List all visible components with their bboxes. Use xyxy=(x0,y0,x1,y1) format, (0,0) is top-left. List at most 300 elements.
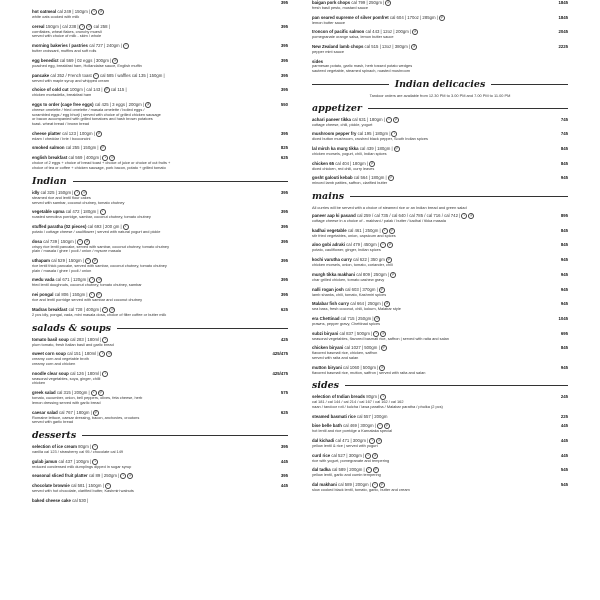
diet-icon: gf xyxy=(382,331,385,335)
menu-item-price: 945 xyxy=(560,271,568,277)
menu-item-name: dosa xyxy=(32,238,43,244)
diet-icon: v xyxy=(380,394,386,400)
menu-item-description: Romaine lettuce, caesar dressing, bacon, anchovies, croutons xyxy=(32,414,140,420)
menu-item-description: cornflakes, wheat flakes, crunchy muesli xyxy=(32,28,102,34)
menu-item-price: 225 xyxy=(560,413,568,419)
menu-item-price: 395 xyxy=(280,189,288,195)
menu-item xyxy=(32,390,288,405)
diet-tags xyxy=(412,29,418,35)
menu-item-text xyxy=(312,59,562,74)
menu-item-price: 395 xyxy=(280,209,288,215)
menu-item-meta: cal 471 | 300gm | xyxy=(335,438,369,444)
menu-item-description: fresh basil pesto, mustard sauce xyxy=(312,5,369,10)
menu-item xyxy=(312,213,568,224)
menu-item xyxy=(32,351,288,366)
menu-item-meta: cal 604 | 170oz | 285gm | xyxy=(389,14,438,20)
menu-item-text xyxy=(312,213,555,224)
menu-item-description: minced lamb patties, saffron, clarified butter xyxy=(312,180,388,186)
menu-item-text xyxy=(312,29,552,40)
menu-item-meta: cal 799 | 250gm | xyxy=(351,0,385,6)
menu-item-meta: cal 1027 | 500gm | xyxy=(344,345,380,351)
diet-icon: v xyxy=(100,209,106,215)
menu-item-meta: cal 715 | 250gm | xyxy=(340,316,374,322)
diet-icon: gf xyxy=(111,156,114,160)
menu-item-price: 395 xyxy=(280,473,288,479)
menu-item-text xyxy=(32,292,275,303)
menu-item xyxy=(312,423,568,434)
menu-item-price: 945 xyxy=(560,257,568,263)
diet-tags xyxy=(123,43,129,49)
menu-item-meta: cal 589 | 200gm | xyxy=(338,482,371,488)
diet-tags xyxy=(104,87,110,93)
menu-item-text xyxy=(32,145,275,151)
diet-icon: gf xyxy=(100,10,103,13)
menu-item-meta: cal 693 | 200 gm | xyxy=(87,224,122,230)
menu-item xyxy=(32,58,288,69)
menu-item-name: nalli rogan josh xyxy=(312,286,344,292)
menu-item xyxy=(32,410,288,425)
menu-item-meta: cal 569 | 400gm | xyxy=(68,155,102,161)
diet-icon: gf xyxy=(440,15,443,19)
menu-item-name: hot oatmeal xyxy=(32,9,57,15)
menu-item-price: 425/475 xyxy=(272,351,288,357)
diet-icon: gf xyxy=(376,316,379,320)
diet-icon: gf xyxy=(97,293,100,297)
menu-item-meta: cal 557 | 200gm xyxy=(356,413,388,419)
menu-item-description: cal 181 / cal 144 / cal 214 / cal 167 / cal 162 / cal 162 xyxy=(312,399,404,405)
menu-item-price: 625 xyxy=(280,155,288,161)
menu-item-name: pancake xyxy=(32,72,50,78)
menu-item-description: fried lentil doughnuts, coconut chutney, tomato chutney, sambar xyxy=(32,282,142,288)
menu-item-price: 845 xyxy=(560,242,568,248)
diet-icon: v xyxy=(102,371,108,377)
menu-item-description: plain / masala / ghee / podi / onion xyxy=(32,267,92,273)
menu-item xyxy=(32,190,288,205)
menu-item-description: yellow lentil & rice | served with yogurt xyxy=(312,442,378,448)
menu-item-heading xyxy=(32,498,282,503)
menu-item xyxy=(32,444,288,455)
menu-item-meta: cal 404 | 180gm | xyxy=(335,160,368,166)
menu-item-name: uthapam xyxy=(32,258,50,264)
menu-item-text xyxy=(32,277,275,288)
menu-item-name: chocolate brownie xyxy=(32,483,70,489)
menu-item-price: 550 xyxy=(280,101,288,107)
section-title: salads & soups xyxy=(32,323,288,334)
menu-item-meta: cal 569 | 02 eggs | 300gm | xyxy=(59,57,112,63)
menu-item-name: greek salad xyxy=(32,390,56,396)
menu-item-name: selection of Indian breads xyxy=(312,394,366,400)
diet-icon: v xyxy=(92,459,98,465)
menu-item-text xyxy=(32,131,275,142)
menu-item-text xyxy=(312,365,555,376)
diet-icon: v xyxy=(382,228,388,234)
diet-icon: gf xyxy=(101,146,104,150)
diet-icon: gf xyxy=(97,131,100,135)
diet-icon: gf xyxy=(381,365,384,369)
menu-item-price: 395 xyxy=(280,130,288,136)
menu-item xyxy=(312,301,568,312)
menu-item-price: 445 xyxy=(560,423,568,429)
diet-tags xyxy=(99,351,112,357)
menu-item-description: scrambled eggs / egg bhurji | served with choice of grilled chicken sausage xyxy=(32,111,161,117)
menu-item-text xyxy=(32,483,275,494)
menu-item-name: pan seared supreme of silver pomfret xyxy=(312,14,389,20)
tandoor-note: Tandoor orders are available from 12.30 PM to 3.00 PM and 7.00 PM to 11.00 PM xyxy=(369,92,511,98)
diet-icon: gf xyxy=(389,176,392,180)
menu-item-description: naan / tandoor roti / kulcha / lawa paratha / Malabar paratha / phulka (2 pcs) xyxy=(312,404,443,410)
menu-item xyxy=(312,0,568,11)
menu-item-name: kadhai vegetable xyxy=(312,227,347,233)
menu-item-price: 845 xyxy=(560,345,568,351)
menu-item-name: mutton biryani xyxy=(312,364,342,370)
menu-item-name: achari paneer tikka xyxy=(312,116,351,122)
menu-item-meta: cal 589 | 200gm | xyxy=(331,467,365,473)
menu-item-name: dal kichadi xyxy=(312,438,335,444)
menu-item-description: flavored basmati rice, chicken, saffron xyxy=(312,350,378,356)
menu-item-meta: cal 89 | 250gm | xyxy=(88,473,120,479)
diet-icon: gf xyxy=(470,214,473,218)
menu-item-description: yellow lentil, garlic and cumin tempering xyxy=(312,472,381,478)
diet-tags xyxy=(386,117,399,123)
diet-icon: v xyxy=(105,483,111,489)
menu-item-name: stuffed paratha (02 pieces) xyxy=(32,224,87,230)
menu-item-description: served with garlic bread xyxy=(32,419,74,425)
menu-item-meta: cal 739 | 150gm | xyxy=(43,238,77,244)
menu-item-text xyxy=(32,155,275,170)
diet-icon: v xyxy=(386,117,392,123)
menu-item xyxy=(32,307,288,318)
section-desserts xyxy=(32,430,288,503)
menu-item-meta: cal 325 | 150gm | xyxy=(40,189,74,195)
diet-icon: v xyxy=(102,307,108,313)
menu-item xyxy=(312,59,568,74)
menu-item-text xyxy=(312,131,555,142)
diet-icon: gf xyxy=(108,352,111,356)
menu-item-heading xyxy=(32,473,275,479)
mains-note: All curries will be served with a choice of steamed rice or an Indian bread and green salad xyxy=(312,205,467,211)
menu-item-price: 395 xyxy=(280,223,288,229)
menu-item-price: 395 xyxy=(280,292,288,298)
menu-item-description: pomegranate orange salsa, lemon butter sauce xyxy=(312,34,394,40)
menu-item-price: 395 xyxy=(280,57,288,63)
menu-item-name: murgh tikka makhani xyxy=(312,271,355,277)
menu-item xyxy=(32,459,288,470)
menu-item-price: 445 xyxy=(560,437,568,443)
menu-item-heading xyxy=(312,414,555,419)
diet-icon: gf xyxy=(387,258,390,262)
menu-item xyxy=(312,414,568,419)
menu-item xyxy=(312,175,568,186)
menu-item-description: diced button mushroom, crushed black pepper, South Indian spices xyxy=(312,136,428,142)
menu-item-meta: cal 806 | 150gm | xyxy=(54,292,88,298)
menu-item-price: 575 xyxy=(280,390,288,396)
diet-icon: gf xyxy=(85,239,89,243)
menu-item-meta: cal 515 | 13oz | 380gm | xyxy=(364,44,411,50)
menu-item-description: served with sambar, coconut chutney, tomato chutney xyxy=(32,199,125,205)
left-column xyxy=(32,0,288,507)
menu-item-meta: cal 439 | 180gm | xyxy=(359,146,393,152)
menu-item-price: 945 xyxy=(560,286,568,292)
diet-icon: v xyxy=(102,155,108,161)
menu-item-name: New Zealand lamb chops xyxy=(312,44,364,50)
menu-item xyxy=(32,473,288,479)
menu-item-meta: cal 767 | 180gm | xyxy=(59,409,92,415)
menu-item-meta: cal 1060 | 500gm | xyxy=(343,364,379,370)
menu-item-text xyxy=(32,190,275,205)
menu-item-price: 695 xyxy=(560,330,568,336)
menu-item xyxy=(32,73,288,84)
menu-item-name: Madras breakfast xyxy=(32,307,68,313)
menu-item-description: white oats cooked with milk xyxy=(32,14,80,19)
menu-item xyxy=(32,337,288,348)
menu-item-meta: cal 622 | 350 gm xyxy=(353,257,385,263)
menu-item-price: 845 xyxy=(560,160,568,166)
diet-icon: gf xyxy=(374,468,377,472)
menu-item xyxy=(312,287,568,298)
diet-tags xyxy=(394,146,400,152)
menu-item xyxy=(312,453,568,464)
menu-item-name: seasonal sliced fruit platter xyxy=(32,473,88,479)
menu-item-description: butter croissant, muffins and soft rolls xyxy=(32,48,97,54)
menu-item xyxy=(312,44,568,55)
menu-item-text xyxy=(312,242,555,253)
menu-item-text xyxy=(312,331,555,342)
menu-item xyxy=(32,277,288,288)
menu-item-name: steamed basmati rice xyxy=(312,413,356,419)
menu-item-text xyxy=(312,117,555,128)
menu-item-price: 625 xyxy=(280,409,288,415)
menu-item-price: 745 xyxy=(560,116,568,122)
diet-icon: gf xyxy=(374,453,377,457)
menu-item-price: 425 xyxy=(280,336,288,342)
menu-item-name: vegetable upma xyxy=(32,209,65,215)
diet-icon: gf xyxy=(385,424,388,428)
menu-item-name: idly xyxy=(32,189,40,195)
menu-item-price: 545 xyxy=(560,481,568,487)
menu-item-description: rice and lentil porridge served with sambar and coconut chutney xyxy=(32,297,143,303)
diet-icon: v xyxy=(391,131,397,137)
menu-item xyxy=(312,117,568,128)
menu-item-meta: cal 472 | 180gm | xyxy=(65,209,99,215)
menu-item-description: plum tomato, fresh Italian basil and garlic bread xyxy=(32,341,114,347)
menu-item-name: gulab jamun xyxy=(32,458,58,464)
section-title: mains xyxy=(312,191,568,202)
section-indian xyxy=(32,176,288,318)
menu-item-description: crispy rice lentil pancake, served with sambar, coconut chutney, tomato chutney xyxy=(32,243,170,249)
diet-tags xyxy=(381,345,387,351)
menu-item xyxy=(312,242,568,253)
menu-item-description: prawns, pepper gravy, Chettinad spices xyxy=(312,320,381,326)
menu-item-description: creamy corn and vegetable broth xyxy=(32,356,89,362)
menu-item-description: chicken morsels, onion, tomato, coriander, chili xyxy=(312,262,393,268)
diet-icon: gf xyxy=(390,228,393,232)
diet-icon: gf xyxy=(98,278,101,282)
menu-item-price: 1045 xyxy=(558,315,568,321)
menu-item-text xyxy=(32,337,275,348)
menu-item-text xyxy=(312,394,555,409)
menu-item-text xyxy=(312,272,555,283)
menu-item xyxy=(312,331,568,342)
diet-icon: v xyxy=(92,444,98,450)
section-title: desserts xyxy=(32,430,288,441)
menu-item-text xyxy=(32,498,282,503)
menu-item-name: caesar salad xyxy=(32,409,58,415)
menu-item xyxy=(312,15,568,26)
menu-item-price: 845 xyxy=(560,227,568,233)
section-title: Indian delicacies xyxy=(312,79,568,90)
menu-item-meta: cal 728 | 400gm | xyxy=(68,307,102,313)
menu-item-name: dal makhani xyxy=(312,482,337,488)
diet-tags xyxy=(411,44,417,50)
diet-icon: gf xyxy=(88,24,91,28)
diet-icon: gf xyxy=(394,117,398,121)
menu-item-meta: cal 352 / French toast xyxy=(50,72,92,78)
menu-item-name: kochi varutha curry xyxy=(312,257,352,263)
section-title: Indian xyxy=(32,176,288,187)
menu-item-description: stir fried vegetables, onion, capsicum and spices xyxy=(312,232,396,238)
menu-item-text xyxy=(32,102,275,127)
menu-item-description: chicken xyxy=(32,380,46,386)
menu-item-price: 545 xyxy=(560,467,568,473)
menu-item-meta: cal 437 | 100gm | xyxy=(58,458,92,464)
menu-item-meta: 80gm | xyxy=(78,444,92,450)
menu-item-name: baked cheese cake xyxy=(32,498,71,504)
menu-item-description: sauteed vegetable, steamed spinach, roasted mushroom xyxy=(312,67,410,73)
diet-icon: gf xyxy=(413,45,416,49)
menu-item-meta: cal 123 | 100gm | xyxy=(62,130,95,136)
menu-item-meta: cal 249 | 150gm | xyxy=(57,9,91,15)
menu-item-text xyxy=(32,224,275,235)
diet-icon: gf xyxy=(83,190,86,194)
menu-item-text xyxy=(32,239,275,254)
menu-item-price: 445 xyxy=(280,458,288,464)
menu-item-description: toast- wheat bread / brown bread xyxy=(32,121,90,127)
menu-item-name: sides xyxy=(312,58,323,64)
menu-item-meta: cal 479 | 450gm | xyxy=(346,242,379,248)
menu-item-text xyxy=(32,24,275,39)
menu-item-text xyxy=(312,257,555,268)
menu-item-price: 895 xyxy=(560,213,568,219)
menu-item-name: dal tadka xyxy=(312,467,331,473)
diet-icon: gf xyxy=(99,391,102,395)
diet-icon: v xyxy=(123,43,129,49)
menu-item-price: 845 xyxy=(560,145,568,151)
menu-item-text xyxy=(32,351,266,366)
menu-item-text xyxy=(312,316,552,327)
menu-item-meta: cal 631 | 180gm | xyxy=(352,116,385,122)
menu-item-text xyxy=(312,438,555,449)
menu-item-text xyxy=(32,209,275,220)
menu-item-description: seasonal vegetables, flavored basmati rice, saffron | served with raita and salan xyxy=(312,335,449,341)
menu-item-name: nei pongal xyxy=(32,292,54,298)
menu-item-text xyxy=(312,287,555,298)
menu-item-description: cottage cheese, chili, pickle, yogurt xyxy=(312,121,373,127)
menu-item-description: choice of 2 eggs + choice of bread toast + choice of juice or choice of cut fruits + xyxy=(32,160,171,166)
menu-item-text xyxy=(32,390,275,405)
diet-icon: gf xyxy=(385,302,389,306)
menu-item-description: served with maple syrup and whipped cream xyxy=(32,77,109,83)
menu-item-meta: cal 809 | 250gm | xyxy=(356,271,389,277)
menu-item-name: subzi biryani xyxy=(312,330,339,336)
menu-item-meta: cal 564 | 180gm | xyxy=(353,175,387,181)
menu-item-meta: cal 283 | 180ml | xyxy=(69,336,102,342)
menu-item-meta: cal 151 | 180ml | xyxy=(67,351,99,357)
menu-item-description: poached egg, breakfast ham, Hollandaise sauce, English muffin xyxy=(32,62,142,68)
menu-item-description: seasonal vegetables, soya, ginger, chilli xyxy=(32,375,101,381)
menu-item xyxy=(32,224,288,235)
menu-item xyxy=(32,131,288,142)
menu-item xyxy=(32,0,288,5)
diet-tags xyxy=(390,272,396,278)
diet-icon: v xyxy=(380,242,386,248)
menu-item-price: 395 xyxy=(280,0,288,5)
menu-item-name: bise belle bath xyxy=(312,423,342,429)
menu-item-meta: cal 443 | 12oz | 200gm | xyxy=(365,29,412,35)
menu-item-meta: cal 461 | 250gm | xyxy=(347,227,381,233)
menu-item-description: hot lentil and rice porridge a Karnataka special xyxy=(312,428,393,434)
menu-item-meta: 150gm | cal 238 | xyxy=(45,23,79,29)
menu-item-meta: cal 530 | xyxy=(72,498,89,504)
menu-item-text xyxy=(32,73,275,84)
menu-item xyxy=(32,145,288,151)
menu-item xyxy=(312,482,568,493)
menu-item-price: 395 xyxy=(280,87,288,93)
diet-tags xyxy=(120,473,133,479)
menu-item-text xyxy=(312,423,555,434)
menu-item-name: chicken 65 xyxy=(312,160,334,166)
diet-icon: gf xyxy=(146,102,150,106)
menu-item xyxy=(32,87,288,98)
section-mains xyxy=(312,191,568,375)
diet-icon: v xyxy=(366,467,372,473)
section-indian-delicacies xyxy=(312,79,568,98)
menu-item-heading xyxy=(32,145,275,151)
section-title: sides xyxy=(312,380,568,391)
menu-item-meta: 100gm | cal 143 | xyxy=(69,87,103,93)
menu-item-description: edam / cheddar / brie / bocconcini xyxy=(32,135,91,141)
menu-item-name: morning bakeries / pastries xyxy=(32,43,88,49)
section-salads-soups xyxy=(32,323,288,425)
menu-item-name: noodle clear soup xyxy=(32,370,69,376)
menu-item xyxy=(32,43,288,54)
menu-item-description: served with hot chocolate, clarified butter, Kashmiri walnuts xyxy=(32,488,134,494)
diet-icon: gf xyxy=(414,30,417,34)
diet-icon: gf xyxy=(395,146,398,150)
menu-item-meta: cal 258 | xyxy=(93,23,110,29)
diet-icon: v xyxy=(369,438,375,444)
diet-icon: gf xyxy=(94,410,97,414)
menu-item-meta: cal 315 | 200gm | xyxy=(56,390,90,396)
menu-item-description: pepper mint sauce xyxy=(312,49,345,55)
menu-item-text xyxy=(312,467,555,478)
menu-item xyxy=(312,365,568,376)
menu-item-description: rice lentil thick pancake, served with sambar, coconut chutney, tomato chutney xyxy=(32,263,167,269)
menu-item-name: cheese platter xyxy=(32,130,61,136)
menu-item-text xyxy=(32,410,275,425)
menu-item-text xyxy=(312,175,555,186)
menu-item xyxy=(32,483,288,494)
diet-icon: v xyxy=(77,239,83,245)
menu-item xyxy=(312,272,568,283)
menu-item-name: english breakfast xyxy=(32,155,68,161)
menu-item-price: 625 xyxy=(280,306,288,312)
menu-item-description: lamb shanks, chili, tomato, Kashmiri spices xyxy=(312,291,387,297)
menu-item-description: diced chicken, red chili, curry leaves xyxy=(312,165,375,171)
diet-icon: gf xyxy=(382,346,385,350)
menu-item-meta: cal 529 | 150gm | xyxy=(51,258,84,264)
menu-item-description: lemon dressing served with garlic bread xyxy=(32,399,101,405)
menu-item xyxy=(312,316,568,327)
